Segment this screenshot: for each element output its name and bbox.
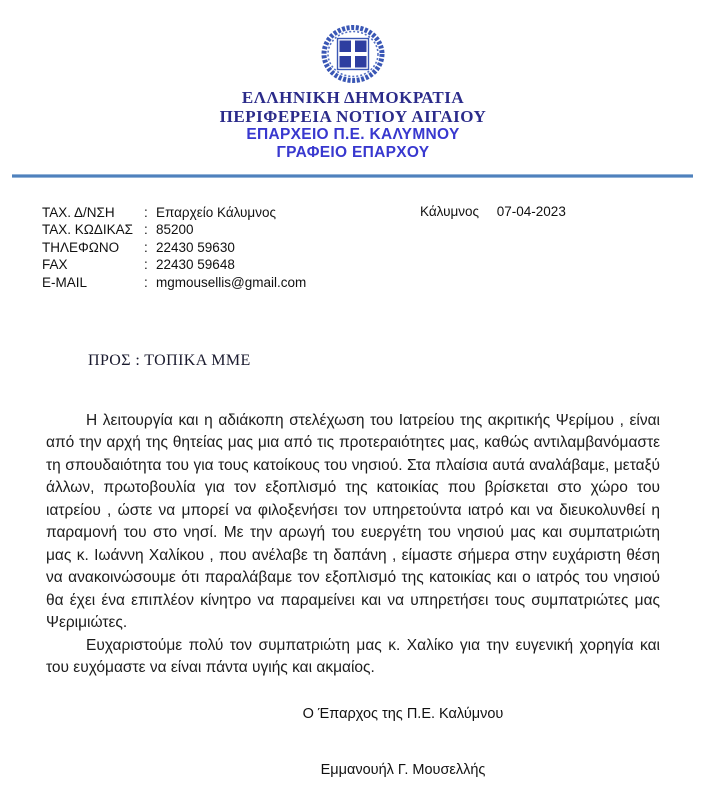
- signature-name: Εμμανουήλ Γ. Μουσελλής: [320, 762, 486, 778]
- contact-email-value: mgmousellis@gmail.com: [156, 274, 307, 290]
- letterhead: [0, 0, 706, 162]
- body-paragraph-2: Ευχαριστούμε πολύ τον συμπατριώτη μας κ. Χαλίκο για την ευγενική χορηγία και του ευχόμαστε να είναι πάντα υγιής και ακμαίος.: [46, 636, 660, 676]
- dateline-date: 07-04-2023: [496, 203, 566, 219]
- divider-line: [12, 174, 693, 178]
- contact-separator: :: [144, 274, 148, 290]
- contact-label: ΤΑΧ. Δ/ΝΣΗ: [42, 204, 115, 220]
- contact-separator: :: [144, 239, 148, 255]
- contact-label: ΤΗΛΕΦΩΝΟ: [42, 239, 120, 255]
- contact-row-postal-code: [42, 221, 706, 239]
- contact-separator: :: [144, 257, 148, 272]
- contact-label: ΤΑΧ. ΚΩΔΙΚΑΣ: [42, 222, 133, 237]
- recipient-line: ΠΡΟΣ : ΤΟΠΙΚΑ ΜΜΕ: [88, 351, 251, 369]
- dateline-place: Κάλυμνος: [420, 203, 479, 219]
- letter-body: [46, 410, 660, 680]
- contact-row-fax: [42, 256, 706, 274]
- header-region-line: ΠΕΡΙΦΕΡΕΙΑ ΝΟΤΙΟΥ ΑΙΓΑΙΟΥ: [219, 107, 487, 126]
- contact-value: 85200: [156, 222, 194, 237]
- header-republic-line: ΕΛΛΗΝΙΚΗ ΔΗΜΟΚΡΑΤΙΑ: [241, 88, 465, 107]
- header-eparchy-line: ΕΠΑΡΧΕΙΟ Π.Ε. ΚΑΛΥΜΝΟΥ: [246, 126, 460, 143]
- contact-row-email: [42, 274, 706, 292]
- contact-row-address: [42, 204, 706, 222]
- contact-value: Επαρχείο Κάλυμνος: [156, 204, 276, 220]
- contact-separator: :: [144, 204, 148, 220]
- greek-coat-of-arms-icon: [0, 24, 706, 84]
- signature-role: Ο Έπαρχος της Π.Ε. Καλύμνου: [302, 706, 504, 722]
- header-office-line: ΓΡΑΦΕΙΟ ΕΠΑΡΧΟΥ: [276, 144, 430, 161]
- contact-section: [0, 204, 706, 300]
- contact-block: [42, 204, 706, 292]
- body-paragraph-1: Η λειτουργία και η αδιάκοπη στελέχωση του Ιατρείου της ακριτικής Ψερίμου , είναι από την αρχή της θητείας μας μια από τις προτεραιότητες μας, καθώς αντιλαμβανόμαστε τη σπουδαιότητα του για τους κατοίκους του νησιού. Στα πλαίσια αυτά αναλάβαμε, μεταξύ άλλων, πρωτοβουλία για τον εξοπλισμό της κατοικίας που βρίσκεται στο χώρο του ιατρείου , ώστε να μπορεί να φιλοξενήσει τον υπηρετούντα ιατρό και να διευκολυνθεί η παραμονή του στο νησί. Με την αρωγή του ευεργέτη του νησιού μας και συμπατριώτη μας κ. Ιωάννη Χαλίκου , που ανέλαβε τη δαπάνη , είμαστε σήμερα στην ευχάριστη θέση να ανακοινώσουμε ότι παραλάβαμε τον εξοπλισμό της κατοικίας και ο ιατρός του νησιού θα έχει ένα επιπλέον κίνητρο να παραμείνει και να υπηρετήσει τους συμπατριώτες μας Ψεριμιώτες.: [46, 411, 660, 631]
- contact-separator: :: [144, 222, 148, 237]
- contact-row-telephone: [42, 239, 706, 257]
- dateline: [420, 204, 566, 219]
- contact-label: E-MAIL: [42, 274, 88, 290]
- signature-block: [298, 706, 508, 778]
- contact-label: FAX: [42, 257, 68, 272]
- contact-value: 22430 59630: [156, 239, 235, 255]
- contact-value: 22430 59648: [156, 257, 235, 272]
